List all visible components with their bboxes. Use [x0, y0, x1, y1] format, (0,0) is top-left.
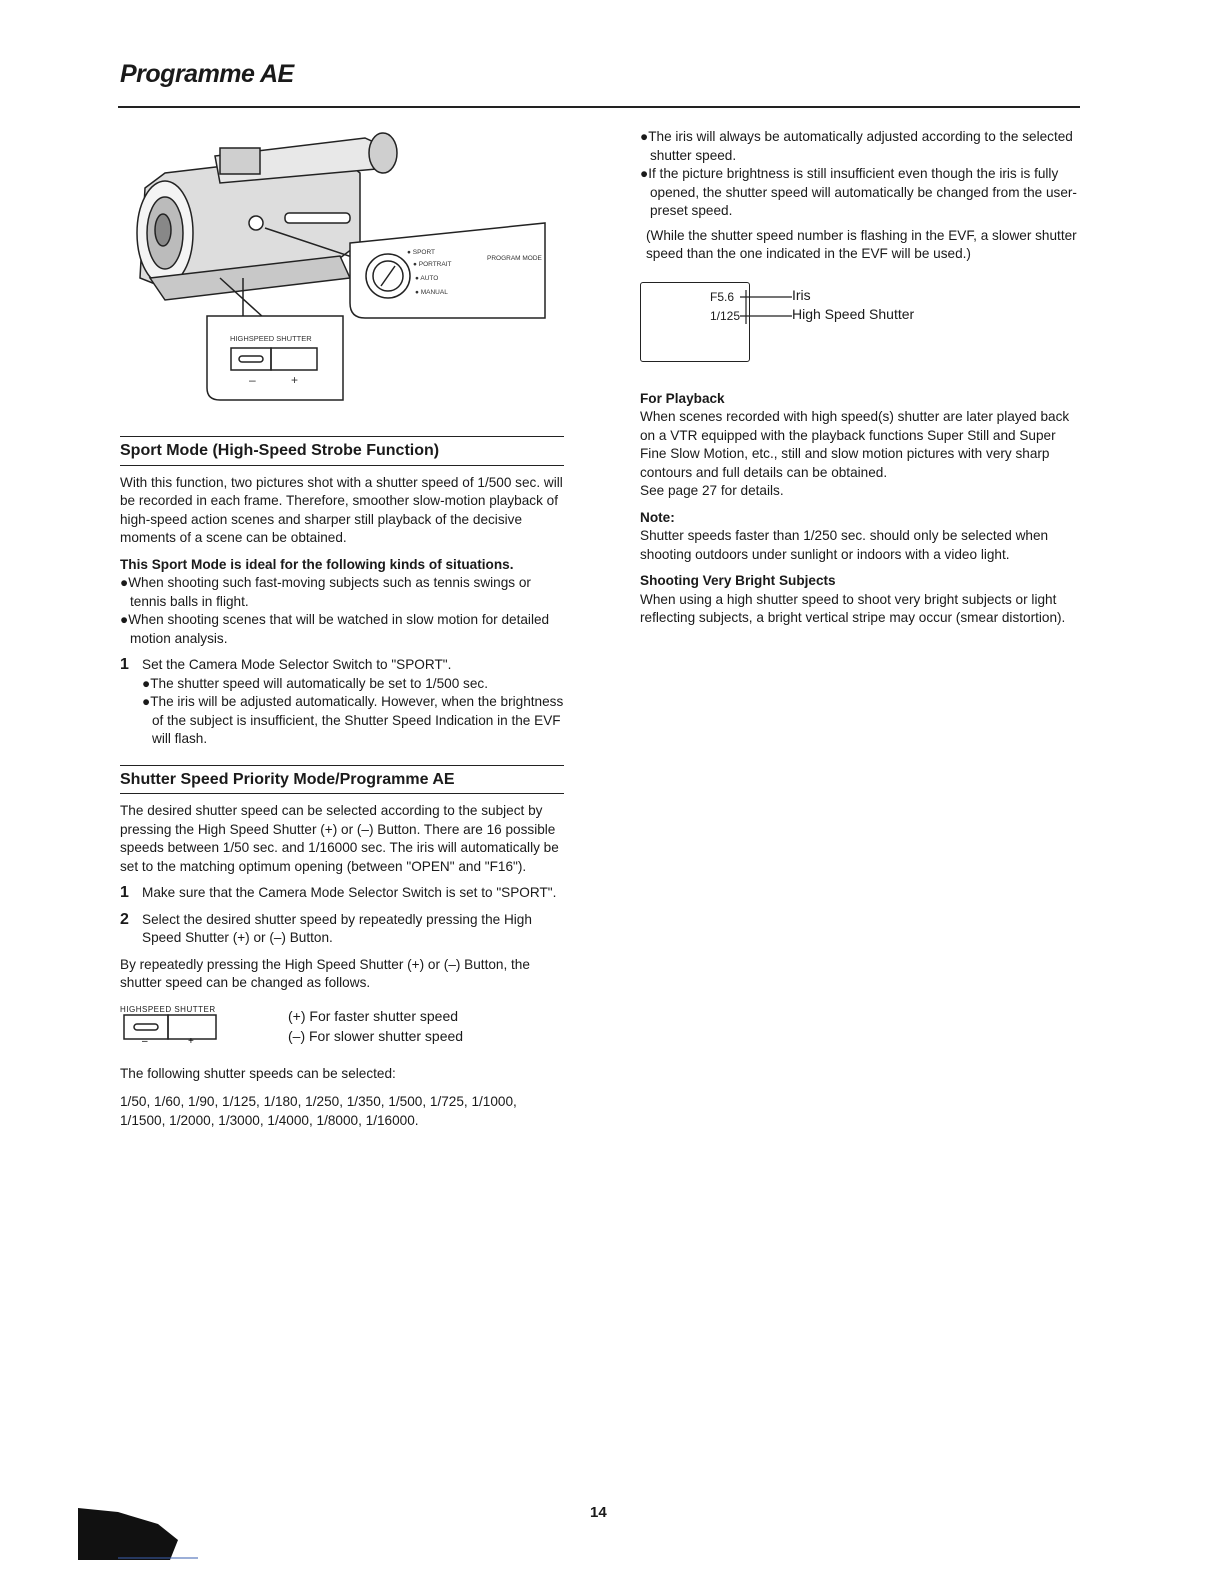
priority-step-1	[120, 884, 564, 903]
svg-text:–: –	[142, 1035, 148, 1045]
svg-text:+: +	[188, 1035, 194, 1045]
evf-display	[640, 282, 1080, 372]
program-mode-label: PROGRAM MODE	[487, 255, 542, 262]
iris-label: Iris	[792, 286, 811, 303]
note-heading: Note:	[640, 509, 675, 525]
page-number: 14	[590, 1504, 607, 1521]
priority-step-2	[120, 911, 564, 948]
sport-step-1	[120, 656, 564, 749]
sport-ideal-item: ●When shooting such fast-moving subjects such as tennis swings or tennis balls in flight.	[120, 575, 531, 609]
camcorder-illustration	[125, 128, 555, 408]
step-number: 1	[120, 884, 129, 901]
repeat-text: By repeatedly pressing the High Speed Shutter (+) or (–) Button, the shutter speed can be changed as follows.	[120, 956, 530, 990]
flashing-note: (While the shutter speed number is flashing in the EVF, a slower shutter speed than the one indicated in the EVF will be used.)	[646, 227, 1077, 261]
scan-artifact	[78, 1500, 198, 1560]
sport-ideal-heading: This Sport Mode is ideal for the following kinds of situations.	[120, 556, 514, 572]
dial-option-auto: ● AUTO	[415, 275, 439, 282]
dial-option-portrait: ● PORTRAIT	[413, 261, 452, 268]
bright-subjects-text: When using a high shutter speed to shoot very bright subjects or light reflecting subjects, a bright vertical stripe may occur (smear distortion).	[640, 591, 1066, 625]
dial-option-manual: ● MANUAL	[415, 289, 448, 296]
step-text: Select the desired shutter speed by repeatedly pressing the High Speed Shutter (+) or (–) Button.	[142, 911, 532, 945]
playback-reference: See page 27 for details.	[640, 483, 784, 498]
priority-intro: The desired shutter speed can be selected according to the subject by pressing the High Speed Shutter (+) or (–) Button. There are 16 possible speeds between 1/50 sec. and 1/16000 sec. The iris will automatically be set to the matching optimum opening (between "OPEN" and "F16").	[120, 803, 559, 874]
page-title: Programme AE	[120, 60, 294, 88]
shutter-label: High Speed Shutter	[792, 305, 915, 322]
speeds-intro: The following shutter speeds can be selected:	[120, 1065, 396, 1081]
sport-ideal-item: ●When shooting scenes that will be watched in slow motion for detailed motion analysis.	[120, 612, 550, 646]
bright-subjects-heading: Shooting Very Bright Subjects	[640, 573, 836, 588]
speeds-list: 1/50, 1/60, 1/90, 1/125, 1/180, 1/250, 1/350, 1/500, 1/725, 1/1000, 1/1500, 1/2000, 1/3000, 1/4000, 1/8000, 1/16000.	[120, 1094, 517, 1128]
shutter-button-legend	[120, 1001, 564, 1061]
evf-fstop: F5.6	[710, 289, 735, 304]
note-text: Shutter speeds faster than 1/250 sec. should only be selected when shooting outdoors under sunlight or indoors with a video light.	[640, 528, 1049, 562]
dial-option-sport: ● SPORT	[407, 249, 436, 256]
minus-sign: –	[249, 373, 256, 387]
shutter-button-icon	[122, 1013, 222, 1045]
playback-heading: For Playback	[640, 390, 725, 406]
step-text: Make sure that the Camera Mode Selector Switch is set to "SPORT".	[142, 885, 557, 900]
faster-legend: (+) For faster shutter speed	[288, 1007, 459, 1024]
step-note: ●The shutter speed will automatically be set to 1/500 sec.	[142, 675, 488, 691]
sport-intro: With this function, two pictures shot with a shutter speed of 1/500 sec. will be recorded in each frame. Therefore, smoother slow-motion playback of high-speed action scenes and sharper still playback of the decisive moments of a scene can be obtained.	[120, 474, 563, 545]
step-note: ●The iris will be adjusted automatically. However, when the brightness of the subject is insufficient, the Shutter Speed Indication in the EVF will flash.	[142, 694, 564, 746]
left-column	[120, 436, 564, 1130]
priority-heading: Shutter Speed Priority Mode/Programme AE	[120, 765, 564, 795]
shutter-button-label: HIGHSPEED SHUTTER	[120, 1004, 216, 1014]
button-label: HIGHSPEED SHUTTER	[230, 334, 312, 343]
brightness-bullet: ●If the picture brightness is still insufficient even though the iris is fully opened, the shutter speed will automatically be changed from the user-preset speed.	[640, 166, 1077, 218]
iris-bullet: ●The iris will always be automatically adjusted according to the selected shutter speed.	[640, 129, 1073, 163]
evf-leader-lines	[740, 286, 794, 326]
playback-text: When scenes recorded with high speed(s) shutter are later played back on a VTR equipped with the playback functions Super Still and Super Fine Slow Motion, etc., still and slow motion pictures with very sharp contours and full details can be obtained.	[640, 409, 1070, 480]
step-number: 2	[120, 910, 129, 928]
sport-heading: Sport Mode (High-Speed Strobe Function)	[120, 436, 564, 466]
plus-sign: +	[291, 373, 299, 387]
title-divider	[118, 106, 1080, 108]
step-number: 1	[120, 656, 129, 673]
right-column	[640, 128, 1080, 628]
evf-shutter: 1/125	[710, 308, 741, 323]
slower-legend: (–) For slower shutter speed	[288, 1027, 464, 1044]
step-text: Set the Camera Mode Selector Switch to "SPORT".	[142, 657, 452, 672]
